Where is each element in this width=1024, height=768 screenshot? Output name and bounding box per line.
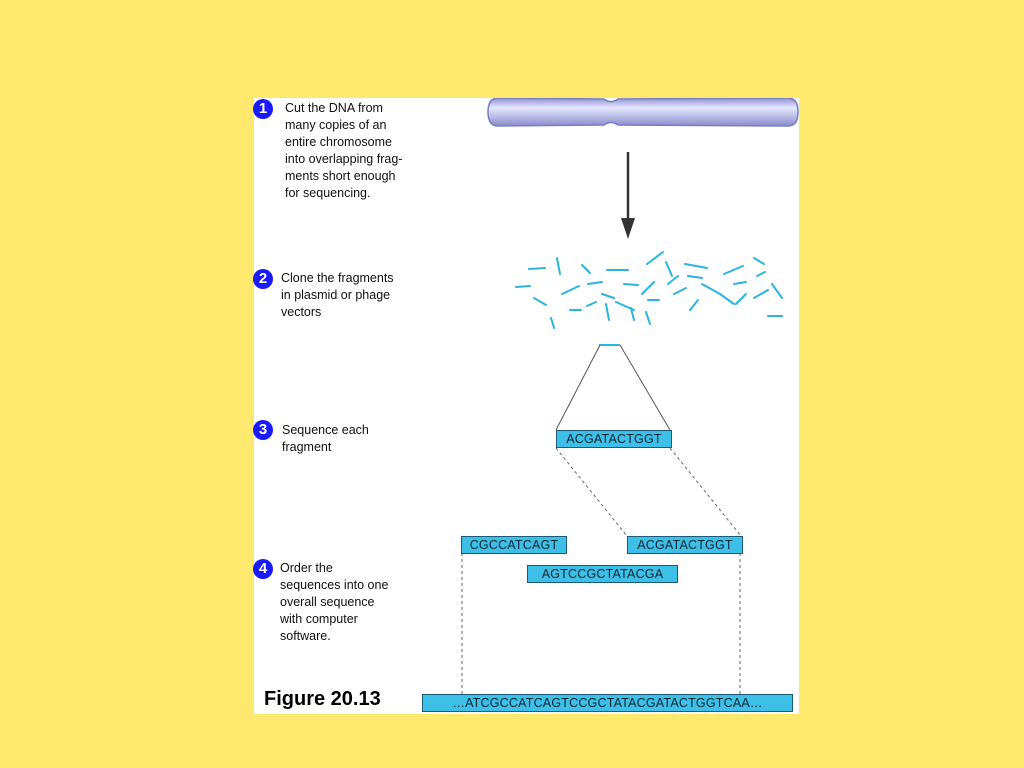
fragment-cloud xyxy=(516,252,782,328)
step-3-text: Sequence each fragment xyxy=(282,423,369,454)
sequence-single-fragment: ACGATACTGGT xyxy=(556,430,672,448)
step-3-badge: 3 xyxy=(253,420,273,440)
step-1-badge: 1 xyxy=(253,99,273,119)
sequence-fragment-c: AGTCCGCTATACGA xyxy=(527,565,678,583)
chromosome xyxy=(488,98,798,126)
step-1-text: Cut the DNA from many copies of an entire chromosome into overlapping frag- ments short enough for sequencing. xyxy=(285,101,403,200)
figure-panel xyxy=(254,98,799,714)
step-2-text: Clone the fragments in plasmid or phage vectors xyxy=(281,271,394,319)
step-4-badge: 4 xyxy=(253,559,273,579)
down-arrow-icon xyxy=(621,152,635,239)
figure-caption: Figure 20.13 xyxy=(264,688,381,710)
step-2-badge: 2 xyxy=(253,269,273,289)
sequence-assembled: …ATCGCCATCAGTCCGCTATACGATACTGGTCAA… xyxy=(422,694,793,712)
step-4-text: Order the sequences into one overall sequence with computer software. xyxy=(280,561,389,643)
sequence-fragment-a: CGCCATCAGT xyxy=(461,536,567,554)
zoom-outline xyxy=(556,345,670,430)
sequence-fragment-b: ACGATACTGGT xyxy=(627,536,743,554)
